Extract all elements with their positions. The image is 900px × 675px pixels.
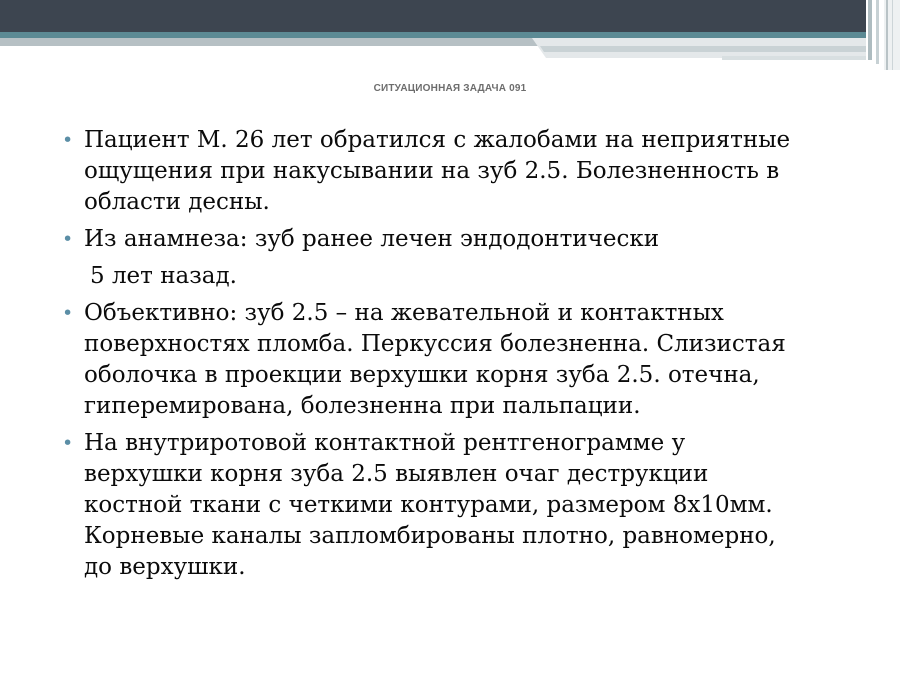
bullet-item bbox=[60, 125, 860, 218]
header-right-accent-top bbox=[868, 0, 872, 60]
header-right-line-1 bbox=[886, 0, 888, 70]
bullet-line: поверхностях пломба. Перкуссия болезненна. Слизистая bbox=[84, 331, 786, 357]
bullet-line: до верхушки. bbox=[84, 554, 246, 580]
header-dark-band bbox=[0, 0, 866, 32]
bullet-line: области десны. bbox=[84, 189, 270, 215]
header-underline bbox=[722, 56, 866, 60]
bullet-line: Пациент М. 26 лет обратился с жалобами на неприятные bbox=[84, 127, 791, 153]
bullet-list bbox=[60, 125, 860, 583]
bullet-item bbox=[60, 224, 860, 255]
bullet-line: гиперемирована, болезненна при пальпации. bbox=[84, 393, 641, 419]
bullet-line: верхушки корня зуба 2.5 выявлен очаг деструкции bbox=[84, 461, 709, 487]
header-right-accent-mid bbox=[876, 0, 879, 64]
header-decoration bbox=[0, 0, 900, 70]
bullet-line: Из анамнеза: зуб ранее лечен эндодонтически bbox=[84, 226, 660, 252]
slide-title: СИТУАЦИОННАЯ ЗАДАЧА 091 bbox=[373, 83, 527, 94]
bullet-dot-icon: • bbox=[62, 228, 74, 250]
bullet-item bbox=[60, 298, 860, 422]
header-right-line-2 bbox=[892, 0, 893, 70]
bullet-line: оболочка в проекции верхушки корня зуба 2.5. отечна, bbox=[84, 362, 760, 388]
header-teal-stripe bbox=[0, 32, 866, 38]
bullet-continuation: 5 лет назад. bbox=[90, 263, 237, 289]
bullet-line: Объективно: зуб 2.5 – на жевательной и контактных bbox=[84, 300, 724, 326]
bullet-dot-icon: • bbox=[62, 129, 74, 151]
bullet-line: ощущения при накусывании на зуб 2.5. Болезненность в bbox=[84, 158, 780, 184]
bullet-line: На внутриротовой контактной рентгенограмме у bbox=[84, 430, 686, 456]
bullet-item bbox=[60, 428, 860, 583]
bullet-line: костной ткани с четкими контурами, размером 8х10мм. bbox=[84, 492, 773, 518]
bullet-dot-icon: • bbox=[62, 432, 74, 454]
bullet-line: Корневые каналы запломбированы плотно, равномерно, bbox=[84, 523, 776, 549]
bullet-dot-icon: • bbox=[62, 302, 74, 324]
header-bevel-dark bbox=[540, 46, 866, 52]
